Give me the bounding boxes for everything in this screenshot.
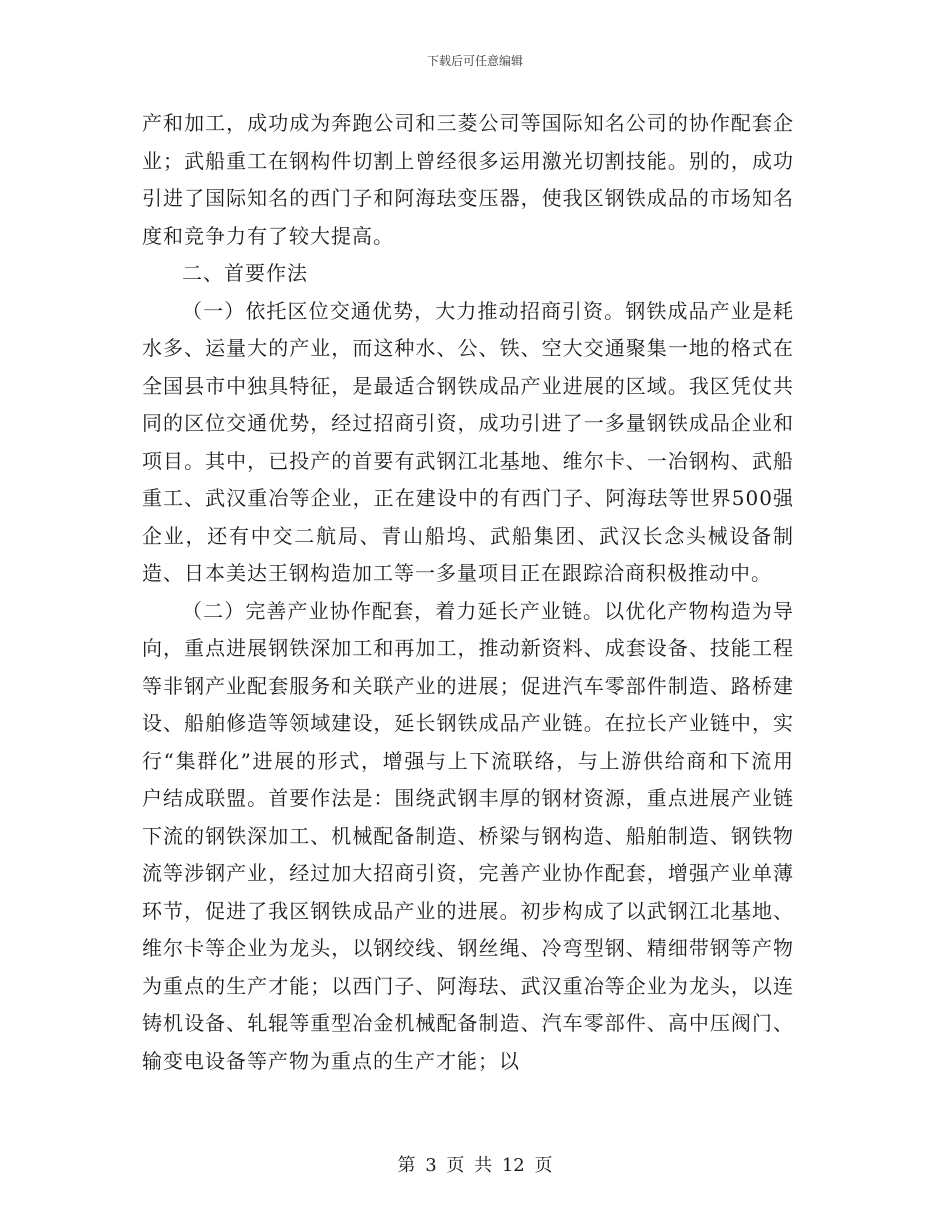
paragraph-subsection-1: （一）依托区位交通优势，大力推动招商引资。钢铁成品产业是耗水多、运量大的产业，而这种水、公、铁、空大交通聚集一地的格式在全国县市中独具特征，是最适合钢铁成品产业进展的区域。我区凭仗共同的区位交通优势，经过招商引资，成功引进了一多量钢铁成品企业和项目。其中，已投产的首要有武钢江北基地、维尔卡、一冶钢构、武船重工、武汉重冶等企业，正在建设中的有西门子、阿海珐等世界500强企业，还有中交二航局、青山船坞、武船集团、武汉长念头械设备制造、日本美达王钢构造加工等一多量项目正在跟踪洽商积极推动中。 [142,298,794,585]
document-body [142,105,794,1080]
paragraph-continuation: 产和加工，成功成为奔跑公司和三菱公司等国际知名公司的协作配套企业；武船重工在钢构件切割上曾经很多运用激光切割技能。别的，成功引进了国际知名的西门子和阿海珐变压器，使我区钢铁成品的市场知名度和竞争力有了较大提高。 [142,111,794,248]
page-header: 下载后可任意编辑 [426,54,523,68]
page-number: 第 3 页 共 12 页 [397,1155,553,1176]
paragraph-subsection-2: （二）完善产业协作配套，着力延长产业链。以优化产物构造为导向，重点进展钢铁深加工和再加工，推动新资料、成套设备、技能工程等非钢产业配套服务和关联产业的进展；促进汽车零部件制造、路桥建设、船舶修造等领域建设，延长钢铁成品产业链。在拉长产业链中，实行“集群化”进展的形式，增强与上下流联络，与上游供给商和下流用户结成联盟。首要作法是：围绕武钢丰厚的钢材资源，重点进展产业链下流的钢铁深加工、机械配备制造、桥梁与钢构造、船舶制造、钢铁物流等涉钢产业，经过加大招商引资，完善产业协作配套，增强产业单薄环节，促进了我区钢铁成品产业的进展。初步构成了以武钢江北基地、维尔卡等企业为龙头，以钢绞线、钢丝绳、冷弯型钢、精细带钢等产物为重点的生产才能；以西门子、阿海珐、武汉重冶等企业为龙头，以连铸机设备、轧辊等重型冶金机械配备制造、汽车零部件、高中压阀门、输变电设备等产物为重点的生产才能；以 [142,598,794,1073]
section-heading: 二、首要作法 [182,261,308,285]
